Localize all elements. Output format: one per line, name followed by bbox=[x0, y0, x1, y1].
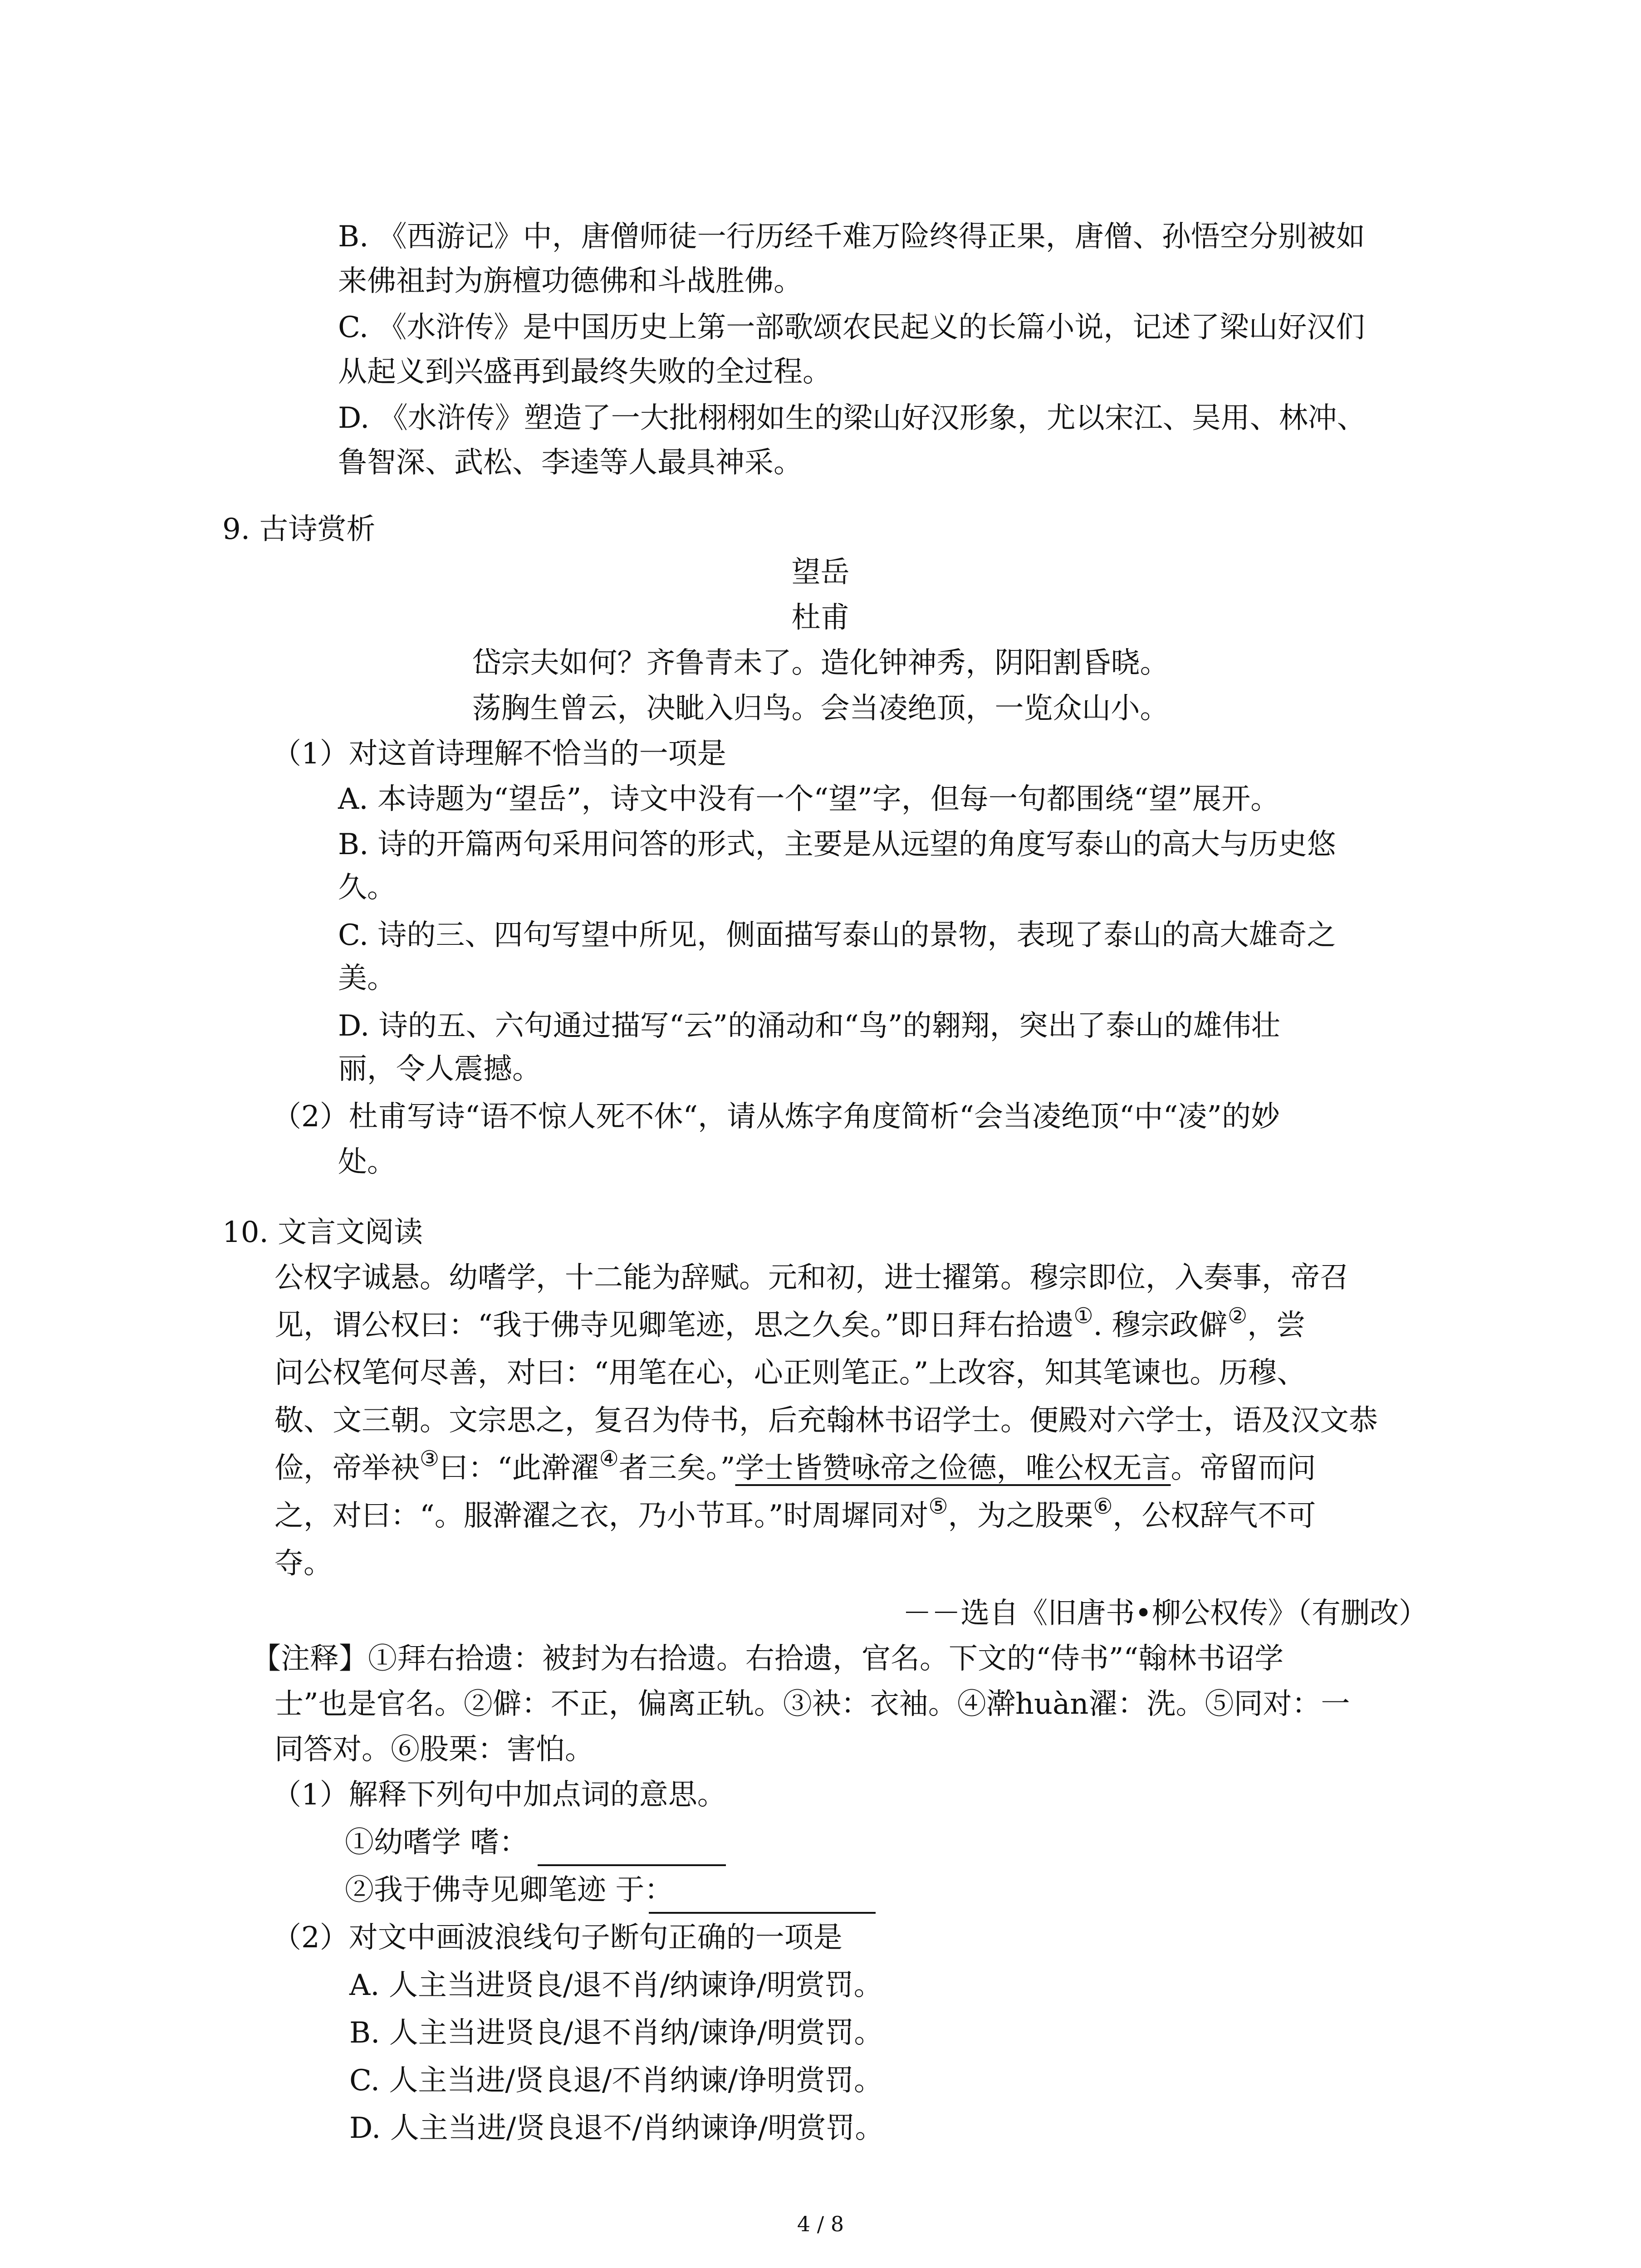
notes-line-3: 同答对。⑥股栗：害怕。 bbox=[274, 1733, 594, 1766]
footnote-ref-6: ⑥ bbox=[1093, 1494, 1113, 1519]
passage-line-5-part-a: 俭，帝举袂 bbox=[274, 1452, 420, 1485]
q8-option-b-line2: 来佛祖封为旃檀功德佛和斗战胜佛。 bbox=[338, 264, 803, 298]
notes-line-2: 士”也是官名。②僻：不正，偏离正轨。③袂：衣袖。④澣huàn濯：洗。⑤同对：一 bbox=[274, 1687, 1350, 1721]
q9-option-d-line1: D. 诗的五、六句通过描写“云”的涌动和“鸟”的翱翔，突出了泰山的雄伟壮 bbox=[338, 1009, 1280, 1043]
poem-line-2: 荡胸生曾云，决眦入归鸟。会当凌绝顶，一览众山小。 bbox=[472, 692, 1169, 725]
passage-line-5-part-e: 。帝留而问 bbox=[1171, 1452, 1316, 1485]
q10-sub2-stem: （2）对文中画波浪线句子断句正确的一项是 bbox=[272, 1921, 843, 1955]
passage-line-1: 公权字诚悬。幼嗜学，十二能为辞赋。元和初，进士擢第。穆宗即位，入奏事，帝召 bbox=[274, 1261, 1349, 1295]
q9-option-a: A. 本诗题为“望岳”，诗文中没有一个“望”字，但每一句都围绕“望”展开。 bbox=[338, 782, 1280, 816]
answer-blank-2[interactable] bbox=[649, 1912, 876, 1914]
passage-line-2-part-c: ，尝 bbox=[1247, 1309, 1306, 1342]
q8-option-d-line1: D. 《水浒传》塑造了一大批栩栩如生的梁山好汉形象，尤以宋江、吴用、林冲、 bbox=[338, 401, 1366, 435]
footnote-ref-4: ④ bbox=[599, 1446, 619, 1471]
q10-sub1-stem: （1）解释下列句中加点词的意思。 bbox=[272, 1778, 726, 1812]
notes-line-1: 【注释】①拜右拾遗：被封为右拾遗。右拾遗，官名。下文的“侍书”“翰林书诏学 bbox=[252, 1642, 1284, 1676]
q10-option-a: A. 人主当进贤良/退不肖/纳谏诤/明赏罚。 bbox=[349, 1969, 883, 2002]
footnote-ref-2: ② bbox=[1228, 1303, 1248, 1329]
q10-sub1-item1: ①幼嗜学 嗜： bbox=[345, 1826, 529, 1859]
passage-line-2-part-b: . 穆宗政僻 bbox=[1093, 1309, 1228, 1342]
passage-line-6 bbox=[274, 1494, 1316, 1533]
wavy-underlined-sentence: 学士皆赞咏帝之俭德，唯公权无言 bbox=[735, 1452, 1171, 1485]
footnote-ref-5: ⑤ bbox=[928, 1494, 948, 1519]
q9-option-c-line2: 美。 bbox=[338, 962, 396, 995]
passage-line-5-part-b: 曰：“此澣濯 bbox=[439, 1452, 599, 1485]
passage-line-3: 问公权笔何尽善，对曰：“用笔在心，心正则笔正。”上改容，知其笔谏也。历穆、 bbox=[274, 1356, 1306, 1390]
passage-line-7: 夺。 bbox=[274, 1547, 333, 1580]
q9-option-b-line2: 久。 bbox=[338, 871, 396, 904]
q9-option-c-line1: C. 诗的三、四句写望中所见，侧面描写泰山的景物，表现了泰山的高大雄奇之 bbox=[338, 919, 1336, 952]
passage-line-2-part-a: 见，谓公权曰：“我于佛寺见卿笔迹，思之久矣。”即日拜右拾遗 bbox=[274, 1309, 1074, 1342]
q10-heading: 10. 文言文阅读 bbox=[222, 1216, 423, 1249]
passage-source: －－选自《旧唐书•柳公权传》（有删改） bbox=[902, 1597, 1428, 1630]
answer-blank-1[interactable] bbox=[538, 1864, 726, 1866]
passage-line-5 bbox=[274, 1446, 1316, 1485]
q10-sub1-item2: ②我于佛寺见卿笔迹 于： bbox=[345, 1873, 674, 1907]
poem-title: 望岳 bbox=[791, 556, 850, 589]
q8-option-c-line2: 从起义到兴盛再到最终失败的全过程。 bbox=[338, 355, 832, 389]
q8-option-c-line1: C. 《水浒传》是中国历史上第一部歌颂农民起义的长篇小说，记述了梁山好汉们 bbox=[338, 311, 1365, 344]
passage-line-6-part-b: ，为之股栗 bbox=[948, 1499, 1093, 1533]
passage-line-4: 敬、文三朝。文宗思之，复召为侍书，后充翰林书诏学士。便殿对六学士，语及汉文恭 bbox=[274, 1404, 1378, 1437]
passage-line-2 bbox=[274, 1303, 1306, 1342]
q10-option-c: C. 人主当进/贤良退/不肖纳谏/诤明赏罚。 bbox=[349, 2064, 883, 2097]
passage-line-6-part-c: ，公权辞气不可 bbox=[1112, 1499, 1316, 1533]
footnote-ref-1: ① bbox=[1073, 1303, 1093, 1329]
passage-line-6-part-a: 之，对曰：“。服澣濯之衣，乃小节耳。”时周墀同对 bbox=[274, 1499, 929, 1533]
q9-option-d-line2: 丽，令人震撼。 bbox=[338, 1052, 541, 1086]
q9-sub1-stem: （1）对这首诗理解不恰当的一项是 bbox=[272, 737, 726, 771]
footnote-ref-3: ③ bbox=[420, 1446, 440, 1471]
q10-option-b: B. 人主当进贤良/退不肖纳/谏诤/明赏罚。 bbox=[349, 2016, 883, 2050]
q9-sub2-line1: （2）杜甫写诗“语不惊人死不休“，请从炼字角度简析“会当凌绝顶“中“凌”的妙 bbox=[272, 1100, 1280, 1134]
q8-option-d-line2: 鲁智深、武松、李逵等人最具神采。 bbox=[338, 446, 803, 479]
poem-line-1: 岱宗夫如何？齐鲁青未了。造化钟神秀，阴阳割昏晓。 bbox=[472, 646, 1169, 680]
poem-author: 杜甫 bbox=[791, 601, 850, 635]
page-number: 4 / 8 bbox=[797, 2212, 844, 2236]
q9-sub2-line2: 处。 bbox=[338, 1145, 396, 1179]
passage-line-5-part-c: 者三矣。” bbox=[618, 1452, 735, 1485]
q10-option-d: D. 人主当进/贤良退不/肖纳谏诤/明赏罚。 bbox=[349, 2112, 884, 2145]
q9-heading: 9. 古诗赏析 bbox=[222, 513, 376, 546]
q9-option-b-line1: B. 诗的开篇两句采用问答的形式，主要是从远望的角度写泰山的高大与历史悠 bbox=[338, 828, 1336, 861]
q8-option-b-line1: B. 《西游记》中，唐僧师徒一行历经千难万险终得正果，唐僧、孙悟空分别被如 bbox=[338, 220, 1365, 254]
